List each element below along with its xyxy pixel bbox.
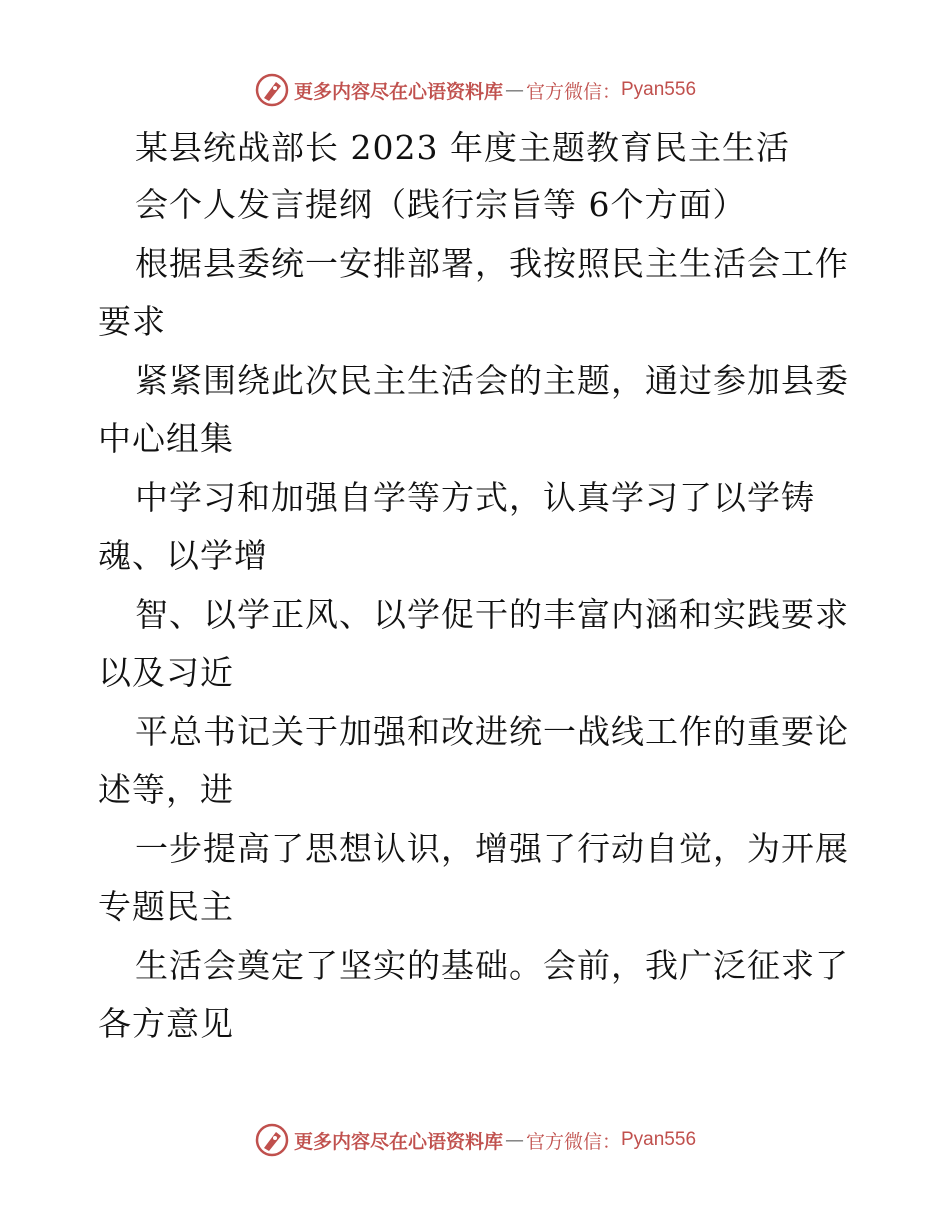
paragraph-line: 述等，进 [98, 770, 234, 809]
paragraph-line: 一步提高了思想认识，增强了行动自觉，为开展 [135, 829, 849, 868]
paragraph-line: 平总书记关于加强和改进统一战线工作的重要论 [135, 712, 849, 751]
footer-watermark [0, 1120, 950, 1160]
document-title-line-1: 某县统战部长 2023 年度主题教育民主生活 [135, 128, 790, 167]
document-title-line-2: 会个人发言提纲（践行宗旨等 6个方面） [135, 185, 747, 224]
header-watermark [0, 70, 950, 110]
watermark-account: Pyan556 [621, 1129, 697, 1150]
watermark-brand: 更多内容尽在心语资料库 [293, 80, 503, 103]
paragraph-line: 紧紧围绕此次民主生活会的主题，通过参加县委 [135, 361, 849, 400]
paragraph-line: 魂、以学增 [98, 536, 268, 575]
paragraph-line: 以及习近 [98, 653, 234, 692]
paragraph-line: 专题民主 [98, 887, 234, 926]
paragraph-line: 智、以学正风、以学促干的丰富内涵和实践要求 [135, 595, 849, 634]
paragraph-line: 中学习和加强自学等方式，认真学习了以学铸 [135, 478, 815, 517]
watermark-label: 官方微信： [525, 1130, 621, 1153]
paragraph-line: 各方意见 [98, 1004, 234, 1043]
pen-nib-logo-icon [254, 1122, 290, 1158]
watermark-separator: — [504, 1129, 524, 1151]
paragraph-line: 要求 [98, 302, 166, 341]
paragraph-line: 中心组集 [98, 419, 234, 458]
watermark-account: Pyan556 [621, 79, 697, 100]
paragraph-line: 生活会奠定了坚实的基础。会前，我广泛征求了 [135, 946, 849, 985]
watermark-brand: 更多内容尽在心语资料库 [293, 1130, 503, 1153]
paragraph-line: 根据县委统一安排部署，我按照民主生活会工作 [135, 244, 849, 283]
pen-nib-logo-icon [254, 72, 290, 108]
watermark-separator: — [504, 79, 524, 101]
watermark-label: 官方微信： [525, 80, 621, 103]
